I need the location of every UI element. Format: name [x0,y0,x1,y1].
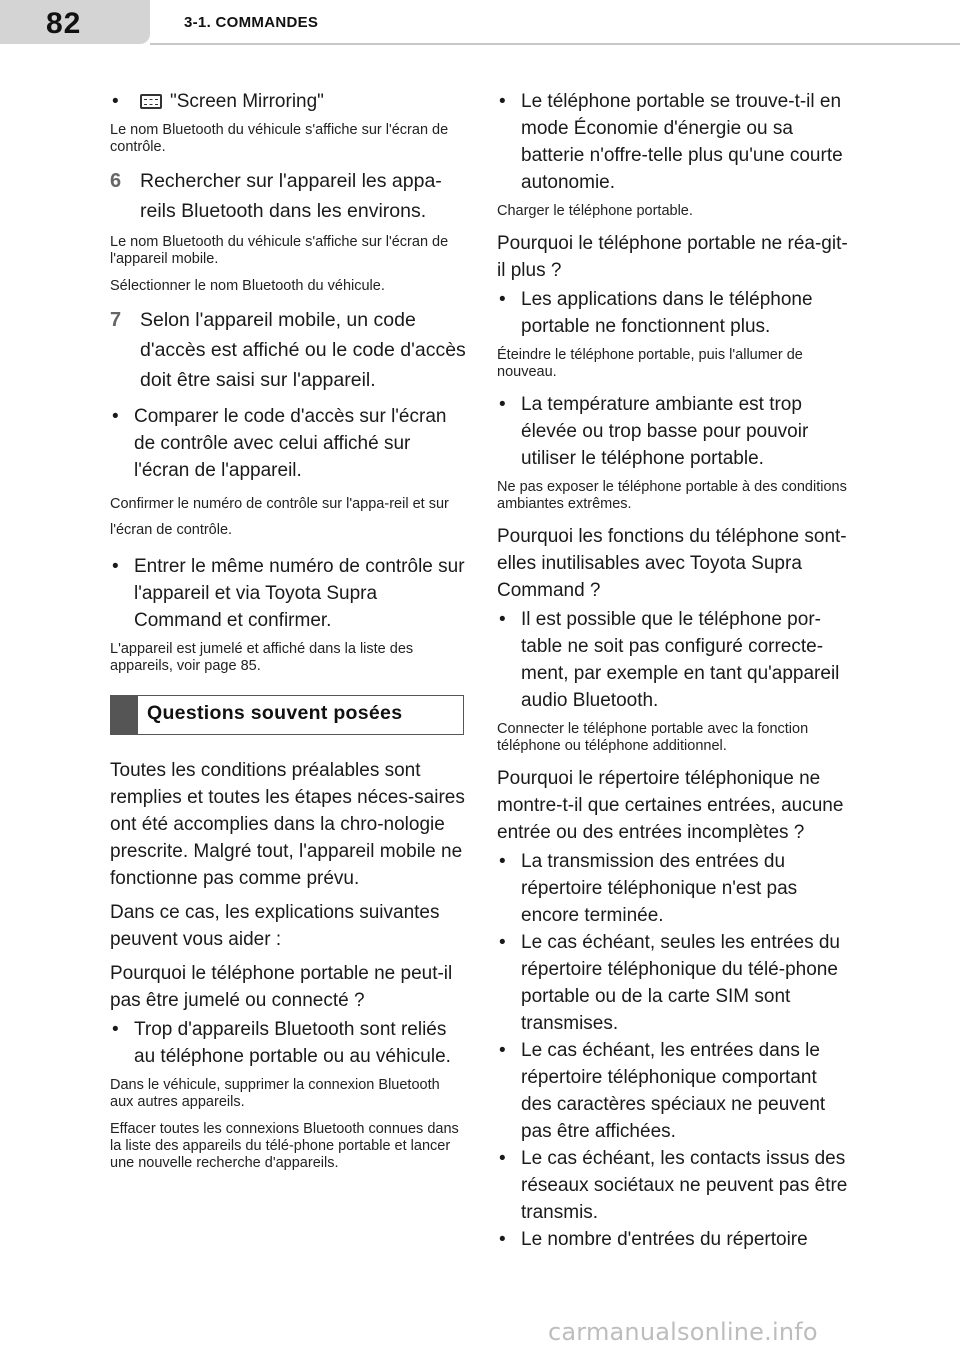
bullet-text: Le nombre d'entrées du répertoire [521,1229,808,1250]
step-number: 6 [110,170,122,192]
question: Pourquoi le téléphone portable ne réa-git-il plus ? [497,233,848,281]
bullet-item [497,1037,849,1145]
bullet-glyph: • [112,406,119,427]
note-text: Charger le téléphone portable. [497,203,693,219]
bullet-glyph: • [499,932,506,953]
question: Pourquoi le téléphone portable ne peut-il pas être jumelé ou connecté ? [110,963,453,1011]
bullet-item [497,1226,849,1253]
step-number: 7 [110,309,122,331]
note-text: L'appareil est jumelé et affiché dans la liste des appareils, voir page 85. [110,641,414,674]
note-text: Ne pas exposer le téléphone portable à des conditions ambiantes extrêmes. [497,479,847,512]
watermark: carmanualsonline.info [548,1318,818,1346]
bullet-glyph: • [499,1040,506,1061]
bullet-item [110,553,466,634]
bullet-text: Comparer le code d'accès sur l'écran de contrôle avec celui affiché sur l'écran de l'appareil. [134,406,447,481]
bullet-text: Trop d'appareils Bluetooth sont reliés au téléphone portable ou au véhicule. [134,1019,451,1067]
page-number-tab [0,0,150,44]
bullet-text: La transmission des entrées du répertoire téléphonique n'est pas encore terminée. [521,851,798,926]
bullet-text: Le téléphone portable se trouve-t-il en mode Économie d'énergie ou sa batterie n'offre-telle plus qu'une courte autonomie. [521,91,843,193]
bullet-item [497,286,849,340]
bullet-item [497,929,849,1037]
mirroring-label: "Screen Mirroring" [170,91,324,112]
right-column [497,88,849,1253]
bullet-text: Le cas échéant, seules les entrées du répertoire téléphonique du télé-phone portable ou de la carte SIM sont transmises. [521,932,840,1034]
bullet-item [497,848,849,929]
bullet-glyph: • [499,91,506,112]
bullet-item [497,88,849,196]
faq-heading-box [110,695,464,735]
bullet-screen-mirroring [110,88,466,115]
bullet-text: Le cas échéant, les entrées dans le répertoire téléphonique comportant des caractères spéciaux ne peuvent pas être affichées. [521,1040,826,1142]
note-text: Sélectionner le nom Bluetooth du véhicule. [110,278,385,294]
body-paragraph: Toutes les conditions préalables sont remplies et toutes les étapes néces-saires ont été accomplies dans la chro-nologie prescrite. Malgré tout, l'appareil mobile ne fonctionne pas comme prévu. [110,760,465,889]
bullet-item [497,1145,849,1226]
step-7 [110,305,466,395]
bullet-glyph: • [499,1148,506,1169]
note-text: Confirmer le numéro de contrôle sur l'appa-reil et sur l'écran de contrôle. [110,496,449,538]
note-text: Éteindre le téléphone portable, puis l'allumer de nouveau. [497,347,803,380]
bullet-glyph: • [499,851,506,872]
step-text: Rechercher sur l'appareil les appa-reils Bluetooth dans les environs. [140,170,442,222]
section-title: 3-1. COMMANDES [184,14,319,31]
step-text: Selon l'appareil mobile, un code d'accès est affiché ou le code d'accès doit être saisi sur l'appareil. [140,309,466,391]
bullet-text: La température ambiante est trop élevée ou trop basse pour pouvoir utiliser le téléphone portable. [521,394,809,469]
bullet-glyph: • [499,394,506,415]
bullet-glyph: • [112,1019,119,1040]
bullet-text: Il est possible que le téléphone por-table ne soit pas configuré correcte-ment, par exemple en tant qu'appareil audio Bluetooth. [521,609,840,711]
note-text: Connecter le téléphone portable avec la fonction téléphone ou téléphone additionnel. [497,721,809,754]
note-text: Dans le véhicule, supprimer la connexion Bluetooth aux autres appareils. [110,1077,440,1110]
bullet-item [497,606,849,714]
bullet-glyph: • [499,1229,506,1250]
page-number: 82 [46,7,82,40]
faq-heading: Questions souvent posées [147,702,403,724]
question: Pourquoi le répertoire téléphonique ne montre-t-il que certaines entrées, aucune entrée ou des entrées incomplètes ? [497,768,844,843]
note-text: Le nom Bluetooth du véhicule s'affiche sur l'écran de l'appareil mobile. [110,234,449,267]
bullet-item [110,403,466,484]
bullet-glyph: • [112,556,119,577]
step-6 [110,166,466,226]
screen-mirroring-icon [140,94,162,109]
body-paragraph: Dans ce cas, les explications suivantes peuvent vous aider : [110,902,440,950]
header-rule [150,43,960,45]
bullet-text: Le cas échéant, les contacts issus des réseaux sociétaux ne peuvent pas être transmis. [521,1148,848,1223]
bullet-item [497,391,849,472]
question: Pourquoi les fonctions du téléphone sont-elles inutilisables avec Toyota Supra Command ? [497,526,847,601]
bullet-glyph: • [112,91,119,112]
bullet-glyph: • [499,289,506,310]
note-text: Effacer toutes les connexions Bluetooth connues dans la liste des appareils du télé-phone portable et lancer une nouvelle recherche d'appareils. [110,1121,459,1171]
faq-heading-bar [111,696,138,734]
note-text: Le nom Bluetooth du véhicule s'affiche sur l'écran de contrôle. [110,122,449,155]
left-column [110,88,466,1182]
bullet-text: Entrer le même numéro de contrôle sur l'appareil et via Toyota Supra Command et confirmer. [134,556,465,631]
bullet-item [110,1016,466,1070]
bullet-glyph: • [499,609,506,630]
bullet-text: Les applications dans le téléphone portable ne fonctionnent plus. [521,289,813,337]
